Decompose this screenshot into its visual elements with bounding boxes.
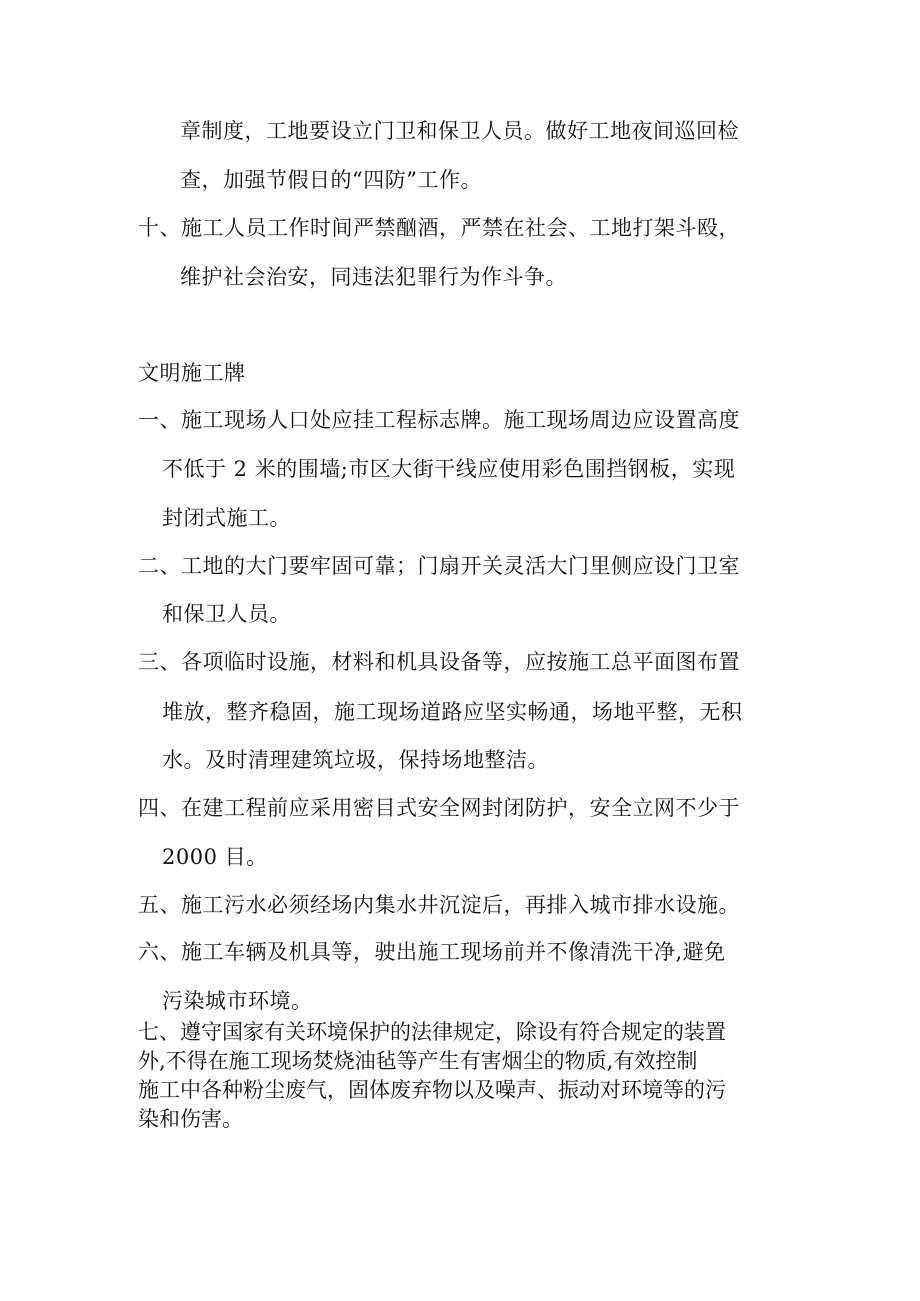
paragraph-line: 染和伤害。 — [138, 1107, 243, 1131]
list-item-10: 十、施工人员工作时间严禁酗酒，严禁在社会、工地打架斗殴， — [138, 216, 740, 240]
paragraph-line: 堆放，整齐稳固，施工现场道路应坚实畅通，场地平整，无积 — [162, 700, 743, 724]
list-item-3: 三、各项临时设施，材料和机具设备等，应按施工总平面图布置 — [138, 650, 740, 674]
paragraph-line: 外,不得在施工现场焚烧油毡等产生有害烟尘的物质,有效控制 — [138, 1049, 698, 1073]
paragraph-line: 污染城市环境。 — [162, 989, 313, 1013]
paragraph-line: 章制度，工地要设立门卫和保卫人员。做好工地夜间巡回检 — [180, 119, 739, 143]
paragraph-line: 和保卫人员。 — [162, 602, 291, 626]
paragraph-line: 维护社会治安，同违法犯罪行为作斗争。 — [180, 265, 567, 289]
paragraph-line: 查，加强节假日的“四防”工作。 — [180, 168, 482, 192]
list-item-7 — [138, 1018, 798, 1134]
section-title: 文明施工牌 — [138, 361, 246, 385]
list-item-5: 五、施工污水必须经场内集水井沉淀后，再排入城市排水设施。 — [138, 893, 740, 917]
list-item-2: 二、工地的大门要牢固可靠；门扇开关灵活大门里侧应设门卫室 — [138, 554, 740, 578]
paragraph-line: 七、遵守国家有关环境保护的法律规定，除设有符合规定的装置 — [138, 1020, 726, 1044]
list-item-4: 四、在建工程前应采用密目式安全网封闭防护，安全立网不少于 — [138, 796, 740, 820]
paragraph-line: 封闭式施工。 — [162, 506, 291, 530]
list-item-6: 六、施工车辆及机具等，驶出施工现场前并不像清洗干净,避免 — [138, 940, 726, 964]
list-item-1: 一、施工现场人口处应挂工程标志牌。施工现场周边应设置高度 — [138, 408, 740, 432]
paragraph-line: 不低于 2 米的围墙;市区大街干线应使用彩色围挡钢板，实现 — [162, 457, 736, 481]
paragraph-line: 施工中各种粉尘废气，固体废弃物以及噪声、振动对环境等的污 — [138, 1078, 726, 1102]
paragraph-line: 2000 目。 — [162, 845, 268, 869]
paragraph-line: 水。及时清理建筑垃圾，保持场地整洁。 — [162, 748, 549, 772]
